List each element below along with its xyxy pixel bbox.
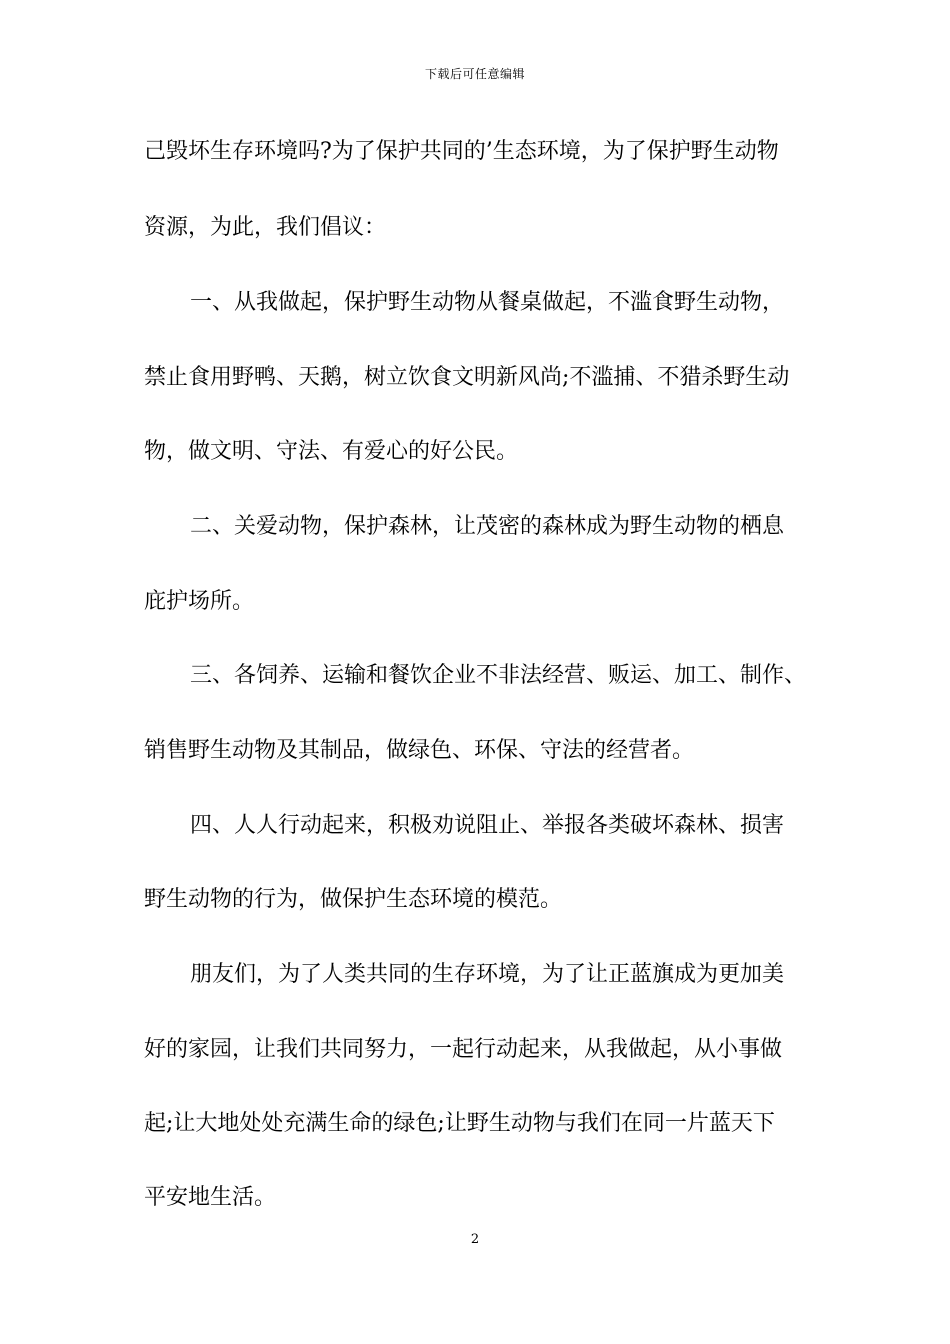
page-number: 2 (470, 1232, 480, 1247)
body-line: 禁止食用野鸭、天鹅，树立饮食文明新风尚;不滥捕、不猎杀野生动 (144, 365, 790, 390)
body-line: 己毁坏生存环境吗?为了保护共同的’生态环境，为了保护野生动物 (144, 139, 779, 164)
paragraph-2-line: 二、关爱动物，保护森林，让茂密的森林成为野生动物的栖息 (190, 514, 785, 539)
paragraph-1-line: 一、从我做起，保护野生动物从餐桌做起，不滥食野生动物， (190, 290, 785, 315)
body-line: 起;让大地处处充满生命的绿色;让野生动物与我们在同一片蓝天下 (144, 1111, 775, 1136)
body-line: 庇护场所。 (144, 589, 255, 614)
body-line: 资源，为此，我们倡议： (144, 215, 387, 240)
body-line: 平安地生活。 (144, 1185, 277, 1210)
paragraph-4-line: 四、人人行动起来，积极劝说阻止、举报各类破坏森林、损害 (190, 813, 785, 838)
paragraph-5-line: 朋友们，为了人类共同的生存环境，为了让正蓝旗成为更加美 (190, 962, 785, 987)
body-line: 野生动物的行为，做保护生态环境的模范。 (144, 887, 563, 912)
body-line: 销售野生动物及其制品，做绿色、环保、守法的经营者。 (144, 738, 695, 763)
page-header: 下载后可任意编辑 (424, 67, 525, 81)
body-line: 物，做文明、守法、有爱心的好公民。 (144, 439, 519, 464)
body-line: 好的家园，让我们共同努力，一起行动起来，从我做起，从小事做 (144, 1037, 783, 1062)
paragraph-3-line: 三、各饲养、运输和餐饮企业不非法经营、贩运、加工、制作、 (190, 663, 807, 688)
